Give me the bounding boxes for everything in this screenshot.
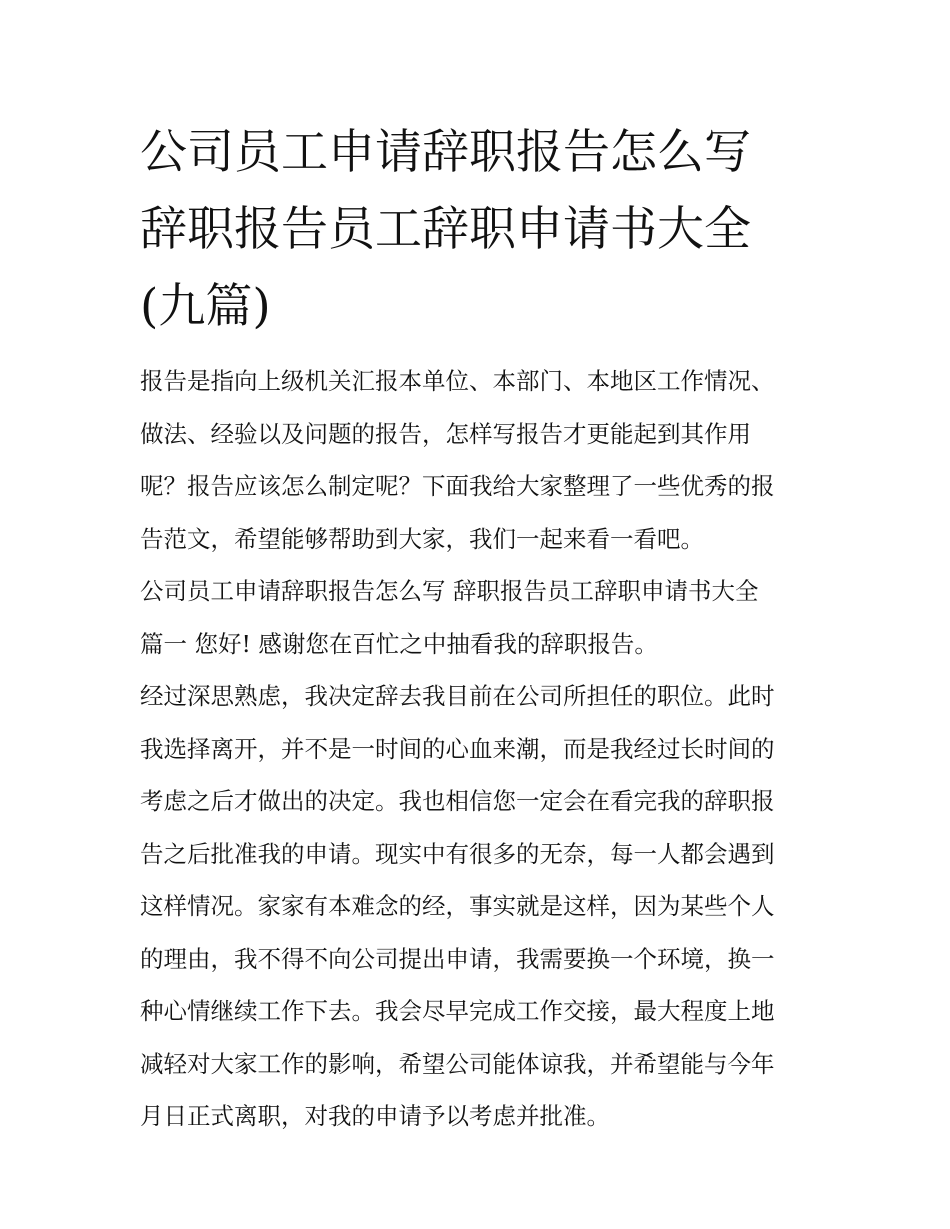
body-line: 报告是指向上级机关汇报本单位、本部门、本地区工作情况、 <box>140 367 775 395</box>
body-line: 的理由，我不得不向公司提出申请，我需要换一个环境，换一 <box>140 944 775 973</box>
body-line: 篇一 您好! 感谢您在百忙之中抽看我的辞职报告。 <box>140 629 658 658</box>
title-line: (九篇) <box>140 279 271 334</box>
body-line: 这样情况。家家有本难念的经，事实就是这样，因为某些个人 <box>140 892 775 920</box>
body-line: 减轻对大家工作的影响，希望公司能体谅我，并希望能与今年 <box>140 1049 775 1078</box>
body-line: 考虑之后才做出的决定。我也相信您一定会在看完我的辞职报 <box>140 787 775 815</box>
body-line: 做法、经验以及问题的报告，怎样写报告才更能起到其作用 <box>140 419 751 448</box>
body-line: 公司员工申请辞职报告怎么写 辞职报告员工辞职申请书大全 <box>140 577 759 605</box>
document-body <box>140 355 830 1143</box>
body-line: 告范文，希望能够帮助到大家，我们一起来看一看吧。 <box>140 524 704 553</box>
title-line: 辞职报告员工辞职申请书大全 <box>140 202 751 257</box>
body-line: 我选择离开，并不是一时间的心血来潮，而是我经过长时间的 <box>140 734 775 763</box>
body-line: 经过深思熟虑，我决定辞去我目前在公司所担任的职位。此时 <box>140 682 775 710</box>
body-line: 种心情继续工作下去。我会尽早完成工作交接，最大程度上地 <box>140 997 775 1025</box>
document-title <box>140 114 820 345</box>
title-line: 公司员工申请辞职报告怎么写 <box>140 125 751 180</box>
body-line: 告之后批准我的申请。现实中有很多的无奈，每一人都会遇到 <box>140 839 775 868</box>
body-line: 月日正式离职，对我的申请予以考虑并批准。 <box>140 1102 610 1130</box>
body-line: 呢？报告应该怎么制定呢？下面我给大家整理了一些优秀的报 <box>140 472 775 500</box>
